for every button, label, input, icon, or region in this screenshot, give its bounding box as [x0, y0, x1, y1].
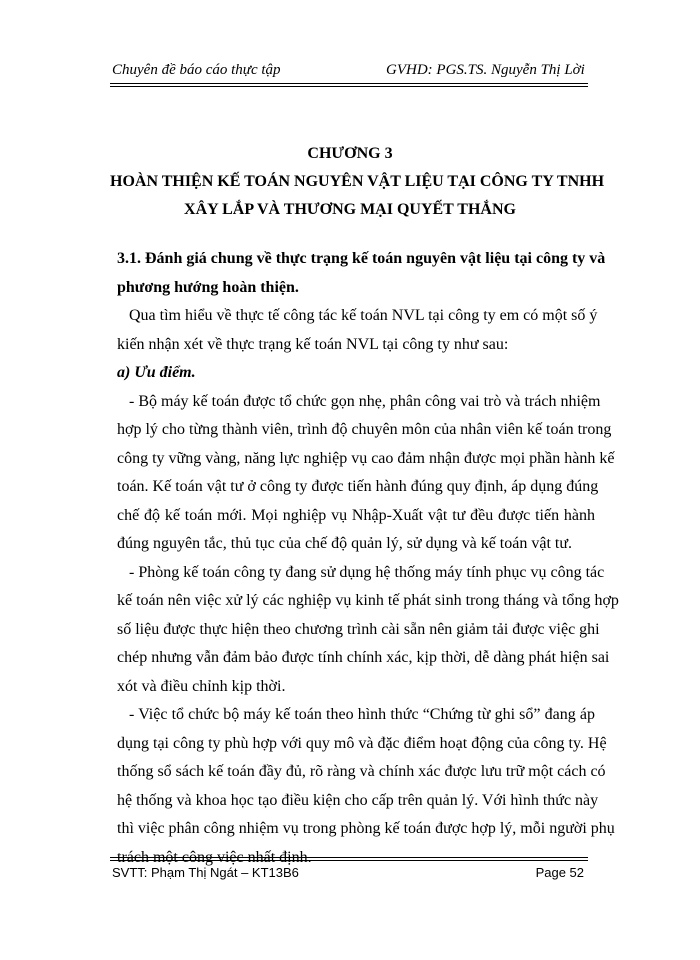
intro-line: kiến nhận xét về thực trạng kế toán NVL tại công ty như sau:	[117, 335, 509, 353]
paragraph-2-line: số liệu được thực hiện theo chương trình cài sẵn nên giảm tải được việc ghi	[117, 620, 600, 638]
footer-rule	[110, 857, 588, 861]
paragraph-1-line: chế độ kế toán mới. Mọi nghiệp vụ Nhập-Xuất vật tư đều được tiến hành	[117, 506, 595, 524]
sub-heading-advantages: a) Ưu điểm.	[117, 364, 196, 381]
paragraph-2-line: xót và điều chỉnh kịp thời.	[117, 677, 286, 695]
paragraph-2-line: kế toán nên việc xử lý các nghiệp vụ kinh tế phát sinh trong tháng và tổng hợp	[117, 592, 619, 609]
paragraph-1-line: công ty vững vàng, năng lực nghiệp vụ cao đảm nhận được mọi phần hành kế	[117, 449, 615, 467]
page-number: Page 52	[535, 865, 584, 880]
header-report-title: Chuyên đề báo cáo thực tập	[112, 62, 281, 78]
paragraph-1-line: toán. Kế toán vật tư ở công ty được tiến hành đúng quy định, áp dụng đúng	[117, 478, 599, 495]
intro-line: Qua tìm hiểu về thực tế công tác kế toán NVL tại công ty em có một số ý	[129, 307, 598, 324]
body-text	[117, 245, 619, 872]
paragraph-3-line: trách một công việc nhất định.	[117, 848, 312, 866]
paragraph-1-line: - Bộ máy kế toán được tổ chức gọn nhẹ, phân công vai trò và trách nhiệm	[129, 392, 601, 410]
paragraph-1-line: đúng nguyên tắc, thủ tục của chế độ quản lý, sử dụng và kế toán vật tư.	[117, 535, 573, 552]
paragraph-3-line: - Việc tổ chức bộ máy kế toán theo hình thức “Chứng từ ghi sổ” đang áp	[129, 706, 595, 723]
chapter-title-line-1: HOÀN THIỆN KẾ TOÁN NGUYÊN VẬT LIỆU TẠI CÔNG TY TNHH	[110, 173, 605, 190]
chapter-title-block	[110, 140, 605, 224]
paragraph-1-line: hợp lý cho từng thành viên, trình độ chuyên môn của nhân viên kế toán trong	[117, 421, 612, 438]
paragraph-2-line: chép nhưng vẫn đảm bảo được tính chính xác, kịp thời, dễ dàng phát hiện sai	[117, 649, 610, 666]
paragraph-3-line: thống sổ sách kế toán đầy đủ, rõ ràng và chính xác được lưu trữ một cách có	[117, 763, 606, 780]
header-supervisor: GVHD: PGS.TS. Nguyễn Thị Lời	[386, 62, 585, 78]
paragraph-3-line: hệ thống và khoa học tạo điều kiện cho cấp trên quản lý. Với hình thức này	[117, 791, 599, 809]
page-header	[110, 60, 588, 82]
page-footer	[110, 863, 588, 883]
paragraph-3-line: thì việc phân công nhiệm vụ trong phòng kế toán được hợp lý, mỗi người phụ	[117, 820, 615, 837]
footer-student: SVTT: Phạm Thị Ngát – KT13B6	[112, 865, 299, 880]
header-rule	[110, 83, 588, 87]
paragraph-2-line: - Phòng kế toán công ty đang sử dụng hệ thống máy tính phục vụ công tác	[129, 563, 605, 581]
chapter-title-line-2: XÂY LẮP VÀ THƯƠNG MẠI QUYẾT THẮNG	[184, 201, 516, 218]
chapter-number: CHƯƠNG 3	[307, 145, 393, 162]
section-heading-line: 3.1. Đánh giá chung về thực trạng kế toán nguyên vật liệu tại công ty và	[117, 250, 606, 267]
section-heading-line: phương hướng hoàn thiện.	[117, 278, 299, 296]
paragraph-3-line: dụng tại công ty phù hợp với quy mô và đặc điểm hoạt động của công ty. Hệ	[117, 734, 607, 752]
